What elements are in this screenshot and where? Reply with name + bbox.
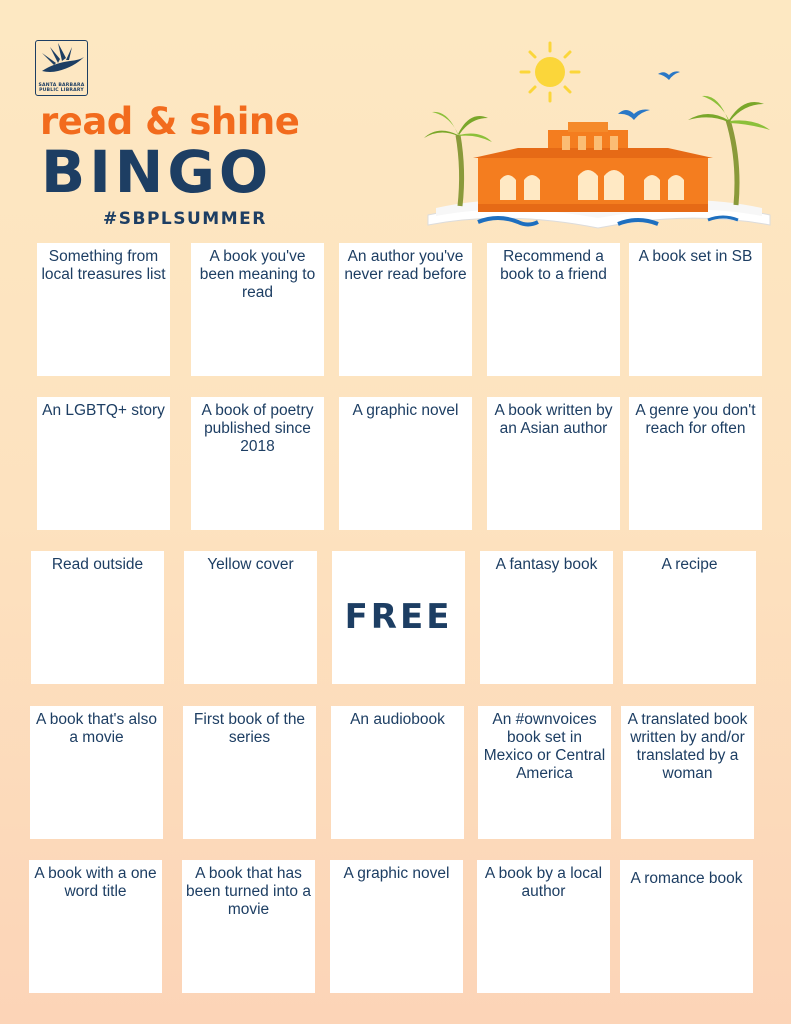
bingo-square[interactable]: A fantasy book (480, 551, 613, 684)
bingo-square[interactable]: A book written by an Asian author (487, 397, 620, 530)
bingo-square[interactable]: An author you've never read before (339, 243, 472, 376)
bingo-square[interactable]: A translated book written by and/or translated by a woman (621, 706, 754, 839)
bingo-square[interactable]: A recipe (623, 551, 756, 684)
bingo-square[interactable]: A book by a local author (477, 860, 610, 993)
bingo-square[interactable]: First book of the series (183, 706, 316, 839)
bingo-square[interactable]: A graphic novel (330, 860, 463, 993)
title-bingo: BINGO (41, 138, 273, 206)
free-square[interactable] (332, 551, 465, 684)
bird-of-paradise-icon (36, 41, 86, 81)
bingo-square[interactable]: A book you've been meaning to read (191, 243, 324, 376)
bingo-square[interactable]: A genre you don't reach for often (629, 397, 762, 530)
sun-icon (521, 43, 579, 101)
bingo-square[interactable]: Recommend a book to a friend (487, 243, 620, 376)
bird-icon (618, 110, 650, 121)
bingo-square[interactable]: Read outside (31, 551, 164, 684)
bingo-square[interactable]: An LGBTQ+ story (37, 397, 170, 530)
library-logo (35, 40, 88, 96)
bingo-square[interactable]: A book that has been turned into a movie (182, 860, 315, 993)
bingo-square[interactable]: A book with a one word title (29, 860, 162, 993)
bingo-square[interactable]: A romance book (620, 860, 753, 993)
bingo-square[interactable]: Yellow cover (184, 551, 317, 684)
title-read-and-shine: read & shine (40, 100, 300, 143)
bingo-square[interactable]: Something from local treasures list (37, 243, 170, 376)
bingo-square[interactable]: A book set in SB (629, 243, 762, 376)
library-building (473, 122, 713, 212)
bingo-square[interactable]: An audiobook (331, 706, 464, 839)
bingo-square[interactable]: A book of poetry published since 2018 (191, 397, 324, 530)
library-book-illustration (418, 30, 778, 235)
free-label: FREE (344, 596, 453, 637)
bingo-square[interactable]: An #ownvoices book set in Mexico or Central America (478, 706, 611, 839)
bingo-square[interactable]: A graphic novel (339, 397, 472, 530)
bingo-square[interactable]: A book that's also a movie (30, 706, 163, 839)
hashtag: #SBPLSUMMER (103, 209, 267, 229)
logo-text: SANTA BARBARA PUBLIC LIBRARY (38, 83, 85, 93)
bird-icon (658, 71, 680, 80)
